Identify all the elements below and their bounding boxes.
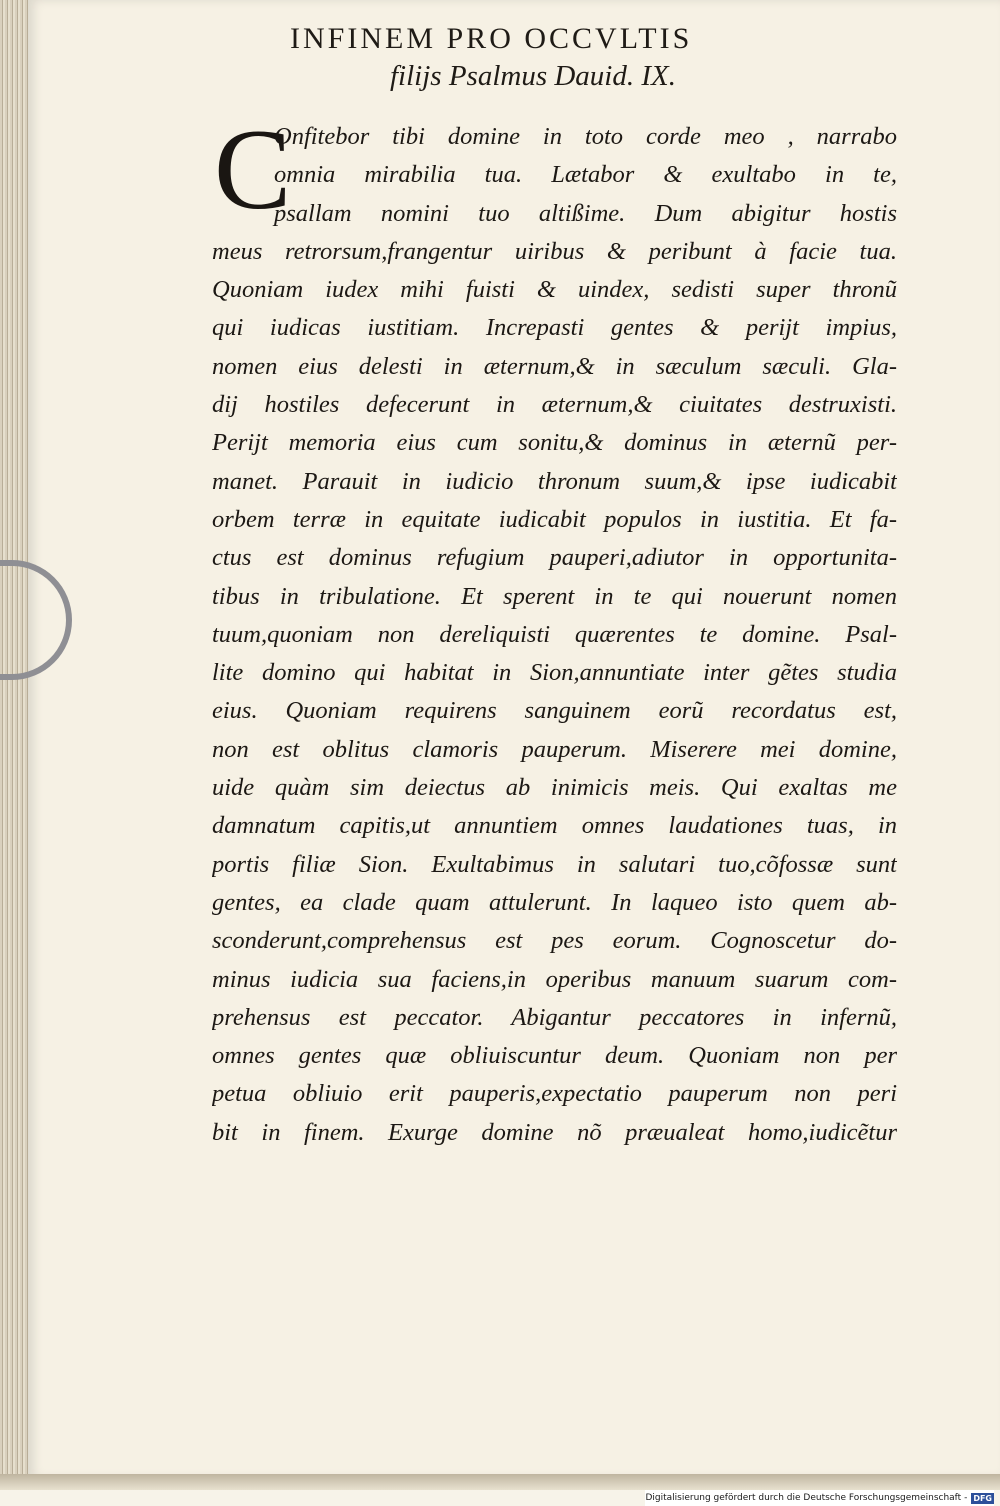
text-line: bit in finem. Exurge domine nõ præualeat homo,iudicẽtur — [212, 1118, 897, 1146]
text-line: ctus est dominus refugium pauperi,adiutor in opportunita- — [212, 544, 897, 572]
text-line: omnes gentes quæ obliuiscuntur deum. Quoniam non per — [212, 1042, 897, 1070]
text-line: orbem terræ in equitate iudicabit populos in iustitia. Et fa- — [212, 505, 897, 533]
text-line: tuum,quoniam non dereliquisti quærentes te domine. Psal- — [212, 620, 897, 648]
book-page-edges — [0, 0, 30, 1475]
text-line: qui iudicas iustitiam. Increpasti gentes & perijt impius, — [212, 314, 897, 342]
book-bottom-edge — [0, 1474, 1000, 1490]
text-line: damnatum capitis,ut annuntiem omnes laudationes tuas, in — [212, 812, 897, 840]
text-line: eius. Quoniam requirens sanguinem eorũ recordatus est, — [212, 697, 897, 725]
text-line: dij hostiles defecerunt in æternum,& ciuitates destruxisti. — [212, 391, 897, 419]
text-line: psallam nomini tuo altißime. Dum abigitur hostis — [274, 199, 897, 227]
credit-text: Digitalisierung gefördert durch die Deutsche Forschungsgemeinschaft - — [645, 1493, 968, 1503]
text-line: petua obliuio erit pauperis,expectatio pauperum non peri — [212, 1080, 897, 1108]
text-line: nomen eius delesti in æternum,& in sæculum sæculi. Gla- — [212, 352, 897, 380]
text-line: gentes, ea clade quam attulerunt. In laqueo isto quem ab- — [212, 888, 897, 916]
text-line: tibus in tribulatione. Et sperent in te qui nouerunt nomen — [212, 582, 897, 610]
text-line: meus retrorsum,frangentur uiribus & peribunt à facie tua. — [212, 237, 897, 265]
text-line: lite domino qui habitat in Sion,annuntiate inter gẽtes studia — [212, 659, 897, 687]
text-line: prehensus est peccator. Abigantur peccatores in infernũ, — [212, 1003, 897, 1031]
text-line: minus iudicia sua faciens,in operibus manuum suarum com- — [212, 965, 897, 993]
text-line: Perijt memoria eius cum sonitu,& dominus in æternũ per- — [212, 429, 897, 457]
text-line: manet. Parauit in iudicio thronum suum,& ipse iudicabit — [212, 467, 897, 495]
psalm-text — [212, 118, 897, 1152]
text-line: Onfitebor tibi domine in toto corde meo , narrabo — [274, 123, 897, 150]
drop-cap-initial: C — [214, 106, 292, 234]
text-line: sconderunt,comprehensus est pes eorum. Cognoscetur do- — [212, 927, 897, 955]
psalm-subheading: filijs Psalmus Dauid. IX. — [390, 60, 676, 92]
dfg-logo: DFG — [973, 1493, 992, 1503]
digitization-credit — [645, 1490, 994, 1506]
text-line: Quoniam iudex mihi fuisti & uindex, sedisti super thronũ — [212, 276, 897, 304]
text-line: omnia mirabilia tua. Lætabor & exultabo in te, — [274, 161, 897, 189]
psalm-heading: INFINEM PRO OCCVLTIS — [290, 22, 693, 55]
text-line: portis filiæ Sion. Exultabimus in salutari tuo,cõfossæ sunt — [212, 850, 897, 878]
text-line: non est oblitus clamoris pauperum. Miserere mei domine, — [212, 735, 897, 763]
text-line: uide quàm sim deiectus ab inimicis meis. Qui exaltas me — [212, 774, 897, 802]
